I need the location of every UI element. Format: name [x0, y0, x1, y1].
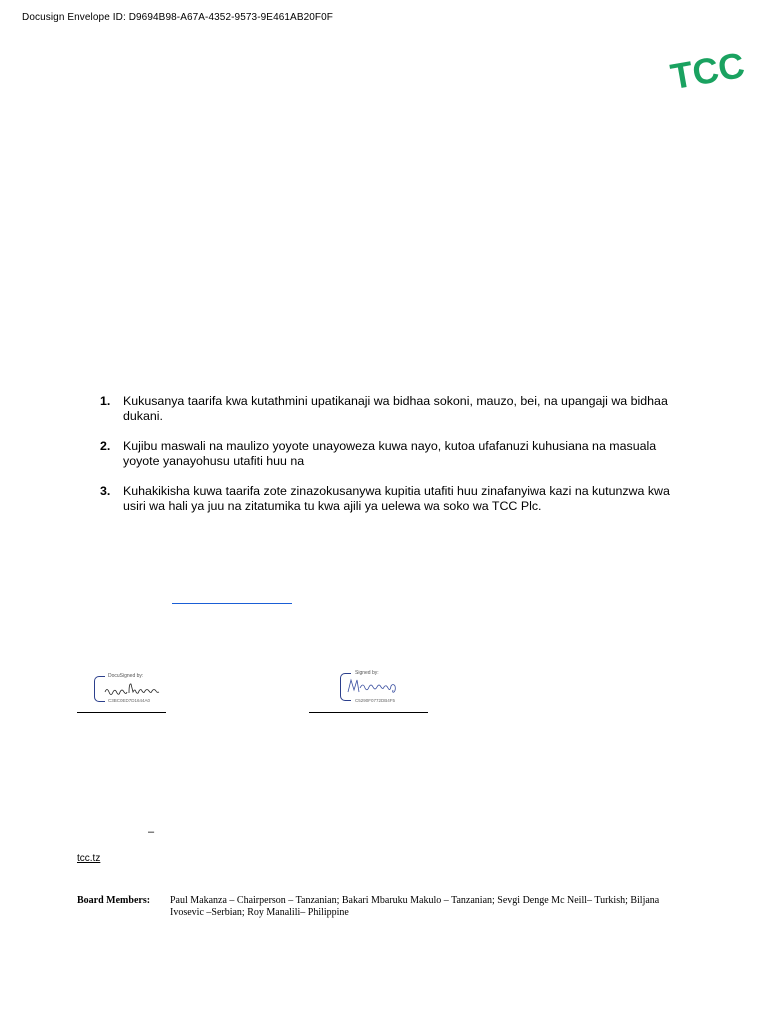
tcc-logo	[667, 43, 748, 98]
list-text: Kujibu maswali na maulizo yoyote unayoweza kuwa nayo, kutoa ufafanuzi kuhusiana na masuala yoyote yanayohusu utafiti huu na	[123, 439, 657, 468]
board-members-label: Board Members:	[77, 895, 151, 906]
board-members-text: Paul Makanza – Chairperson – Tanzanian; Bakari Mbaruku Makulo – Tanzanian; Sevgi Denge Mc Neill– Turkish; Biljana Ivosevic –Serbian; Roy Manalili– Philippine	[170, 895, 660, 918]
signature-label: Signed by:	[355, 670, 379, 676]
list-number: 1.	[100, 394, 111, 408]
signature-image	[346, 676, 406, 698]
logo-text: TCC	[667, 43, 748, 98]
list-item	[100, 394, 690, 424]
envelope-id: Docusign Envelope ID: D9694B98-A67A-4352-9573-9E461AB20F0F	[22, 12, 333, 23]
signature-image	[103, 680, 167, 700]
list-number: 3.	[100, 484, 111, 498]
signature-id: C5290F0772DB4F5	[355, 698, 396, 703]
list-text: Kukusanya taarifa kwa kutathmini upatikanaji wa bidhaa sokoni, mauzo, bei, na upangaji wa bidhaa dukani.	[123, 394, 668, 423]
list-item	[100, 439, 690, 469]
dash-mark: –	[148, 826, 155, 838]
blank-link-line[interactable]	[172, 603, 292, 604]
signature-id: C3BC0ED7D1644A0	[108, 698, 151, 703]
list-text: Kuhakikisha kuwa taarifa zote zinazokusanywa kupitia utafiti huu zinafanyiwa kazi na kutunzwa kwa usiri wa hali ya juu na zitatumika tu kwa ajili ya uelewa wa soko wa TCC Plc.	[123, 484, 670, 513]
signature-label: DocuSigned by:	[108, 673, 144, 679]
numbered-list	[100, 394, 690, 529]
website-link[interactable]: tcc.tz	[77, 853, 101, 864]
signature-line	[77, 712, 166, 713]
signature-line	[309, 712, 428, 713]
list-number: 2.	[100, 439, 111, 453]
list-item	[100, 484, 690, 514]
